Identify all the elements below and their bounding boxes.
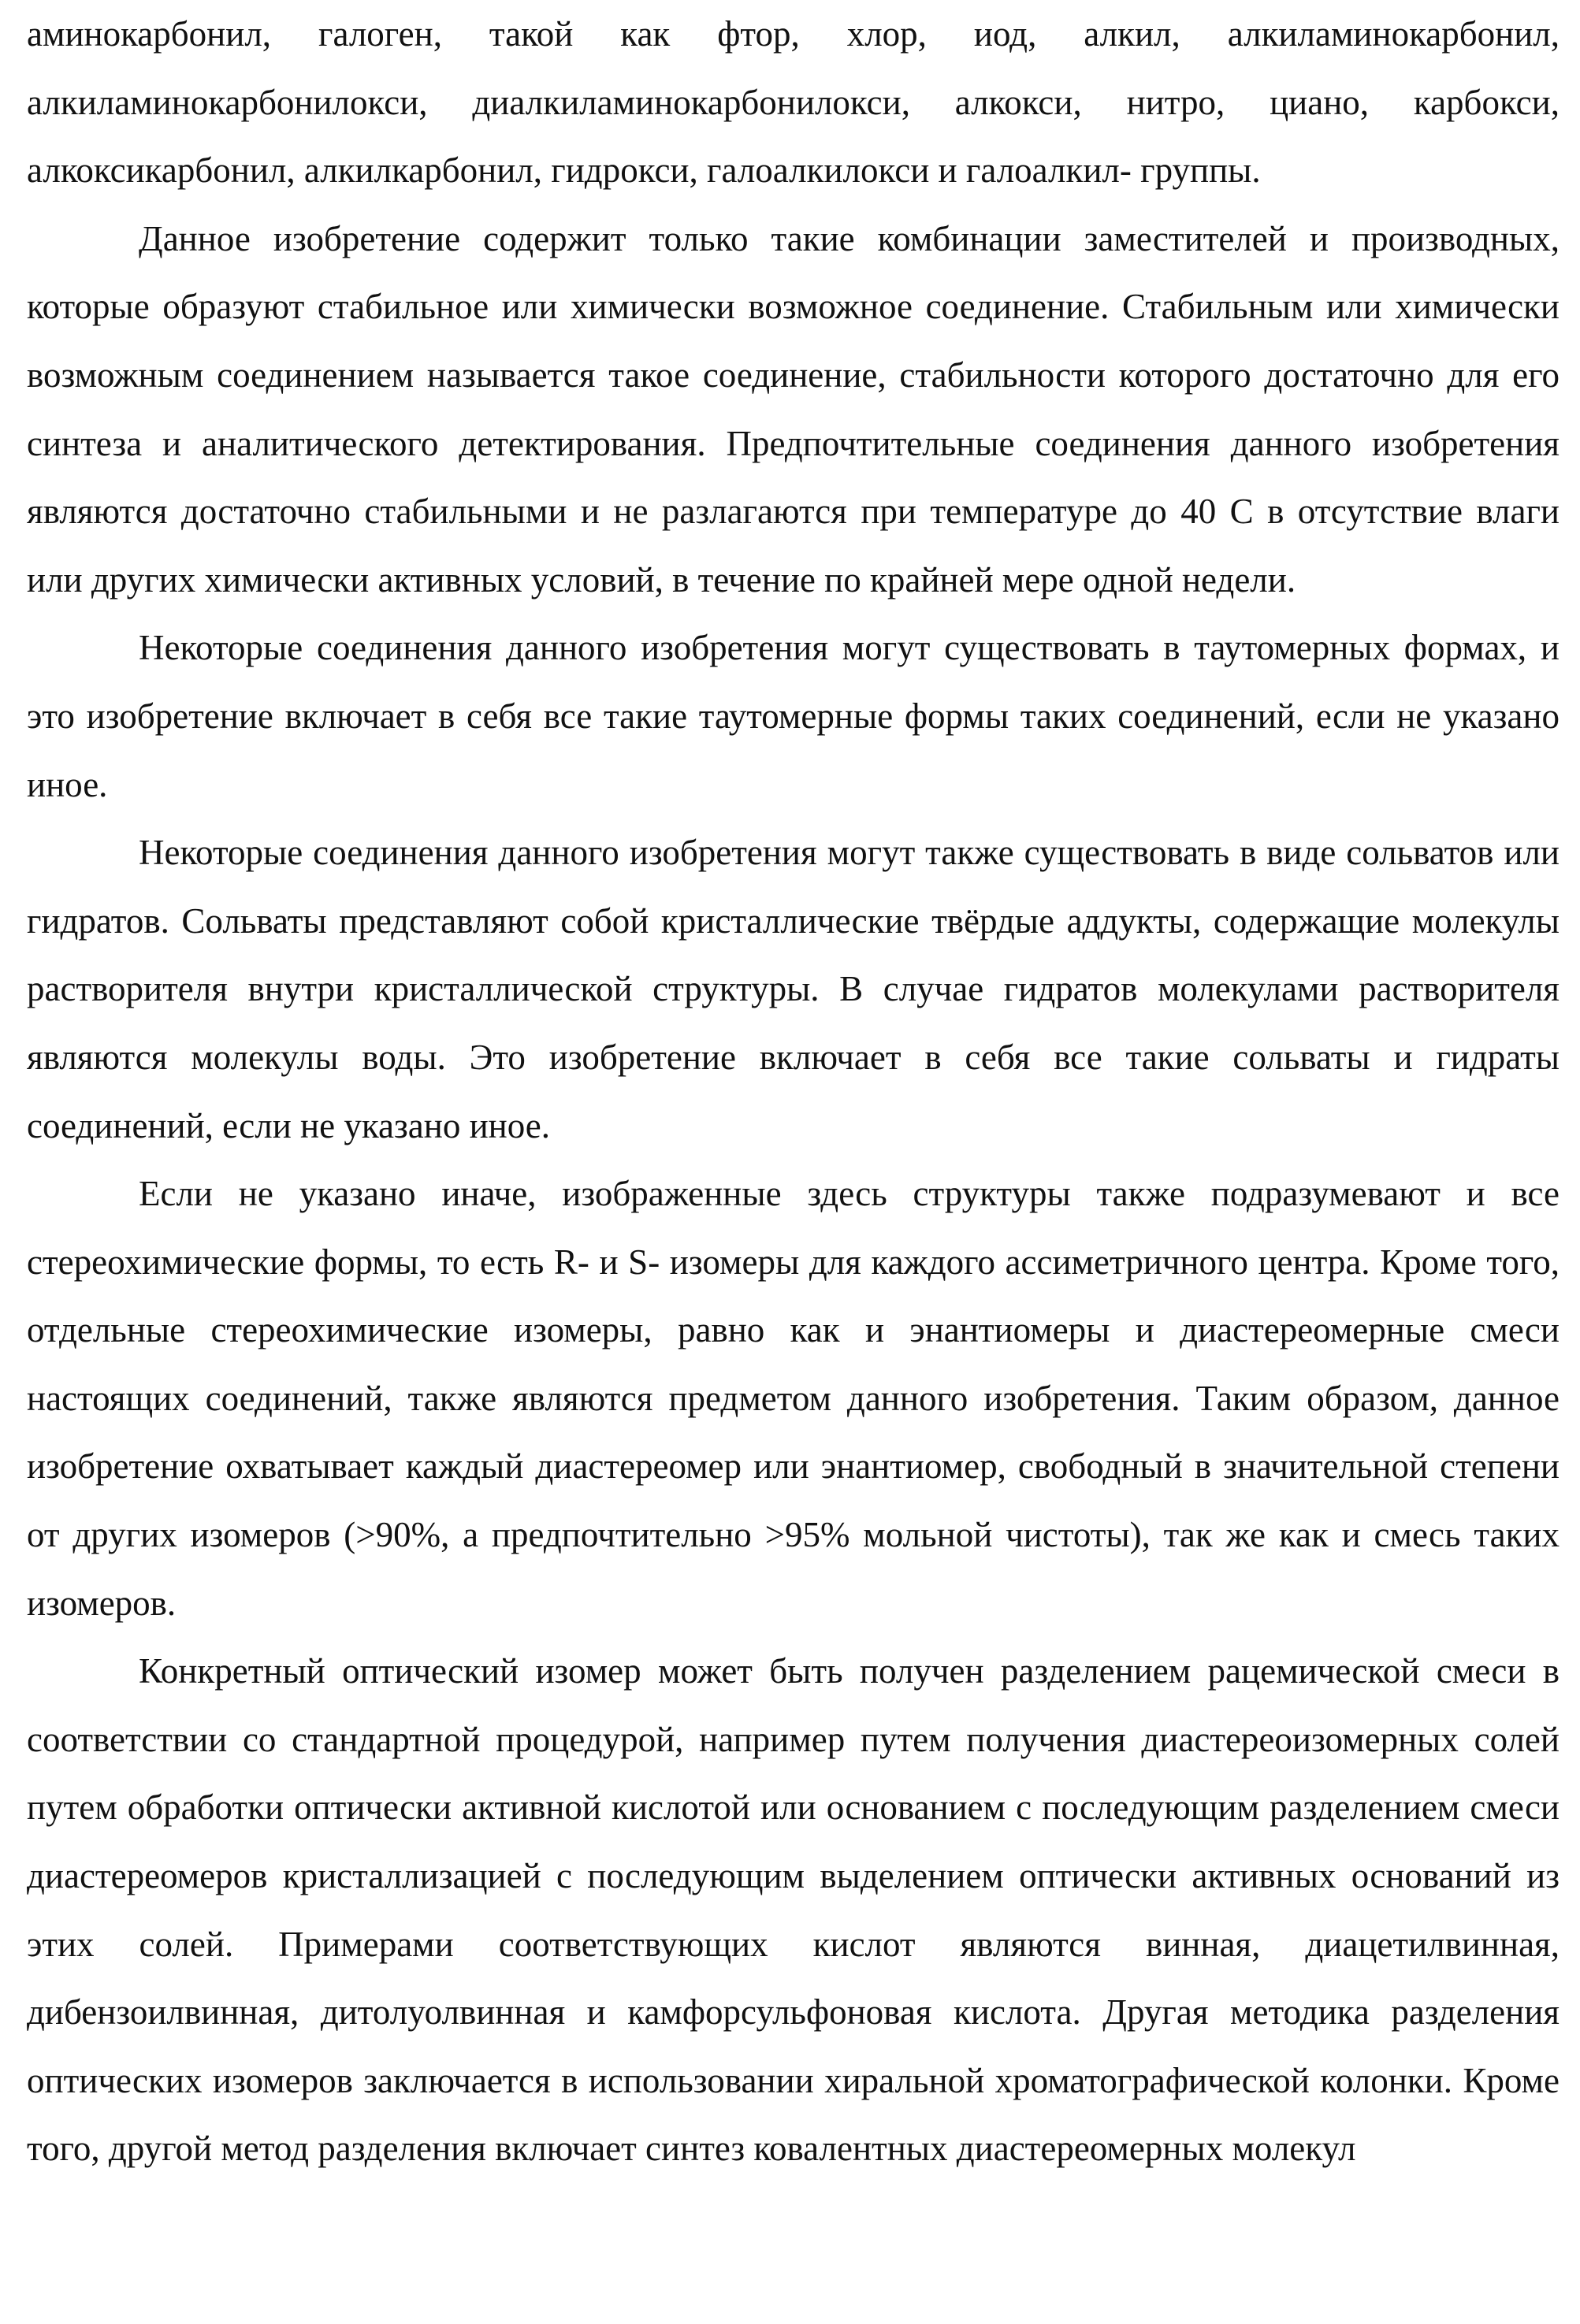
paragraph-stereoisomers: Если не указано иначе, изображенные здесь структуры также подразумевают и все стереохимические формы, то есть R- и S- изомеры для каждого ассиметричного центра. Кроме того, отдельные стереохимические изомеры, равно как и энантиомеры и диастереомерные смеси настоящих соединений, также являются предметом данного изобретения. Таким образом, данное изобретение охватывает каждый диастереомер или энантиомер, свободный в значительной степени от других изомеров (>90%, а предпочтительно >95% мольной чистоты), так же как и смесь таких изомеров. (27, 1160, 1560, 1637)
paragraph-substituents-continuation: аминокарбонил, галоген, такой как фтор, хлор, иод, алкил, алкиламинокарбонил, алкиламинокарбонилокси, диалкиламинокарбонилокси, алкокси, нитро, циано, карбокси, алкоксикарбонил, алкилкарбонил, гидрокси, галоалкилокси и галоалкил- группы. (27, 0, 1560, 205)
body-text (27, 0, 1560, 2183)
document-page (0, 0, 1580, 2324)
paragraph-solvates-hydrates: Некоторые соединения данного изобретения могут также существовать в виде сольватов или гидратов. Сольваты представляют собой кристаллические твёрдые аддукты, содержащие молекулы растворителя внутри кристаллической структуры. В случае гидратов молекулами растворителя являются молекулы воды. Это изобретение включает в себя все такие сольваты и гидраты соединений, если не указано иное. (27, 819, 1560, 1160)
paragraph-stable-compounds: Данное изобретение содержит только такие комбинации заместителей и производных, которые образуют стабильное или химически возможное соединение. Стабильным или химически возможным соединением называется такое соединение, стабильности которого достаточно для его синтеза и аналитического детектирования. Предпочтительные соединения данного изобретения являются достаточно стабильными и не разлагаются при температуре до 40 С в отсутствие влаги или других химически активных условий, в течение по крайней мере одной недели. (27, 205, 1560, 614)
paragraph-optical-resolution: Конкретный оптический изомер может быть получен разделением рацемической смеси в соответствии со стандартной процедурой, например путем получения диастереоизомерных солей путем обработки оптически активной кислотой или основанием с последующим разделением смеси диастереомеров кристаллизацией с последующим выделением оптически активных оснований из этих солей. Примерами соответствующих кислот являются винная, диацетилвинная, дибензоилвинная, дитолуолвинная и камфорсульфоновая кислота. Другая методика разделения оптических изомеров заключается в использовании хиральной хроматографической колонки. Кроме того, другой метод разделения включает синтез ковалентных диастереомерных молекул (27, 1637, 1560, 2183)
paragraph-tautomers: Некоторые соединения данного изобретения могут существовать в таутомерных формах, и это изобретение включает в себя все такие таутомерные формы таких соединений, если не указано иное. (27, 614, 1560, 819)
